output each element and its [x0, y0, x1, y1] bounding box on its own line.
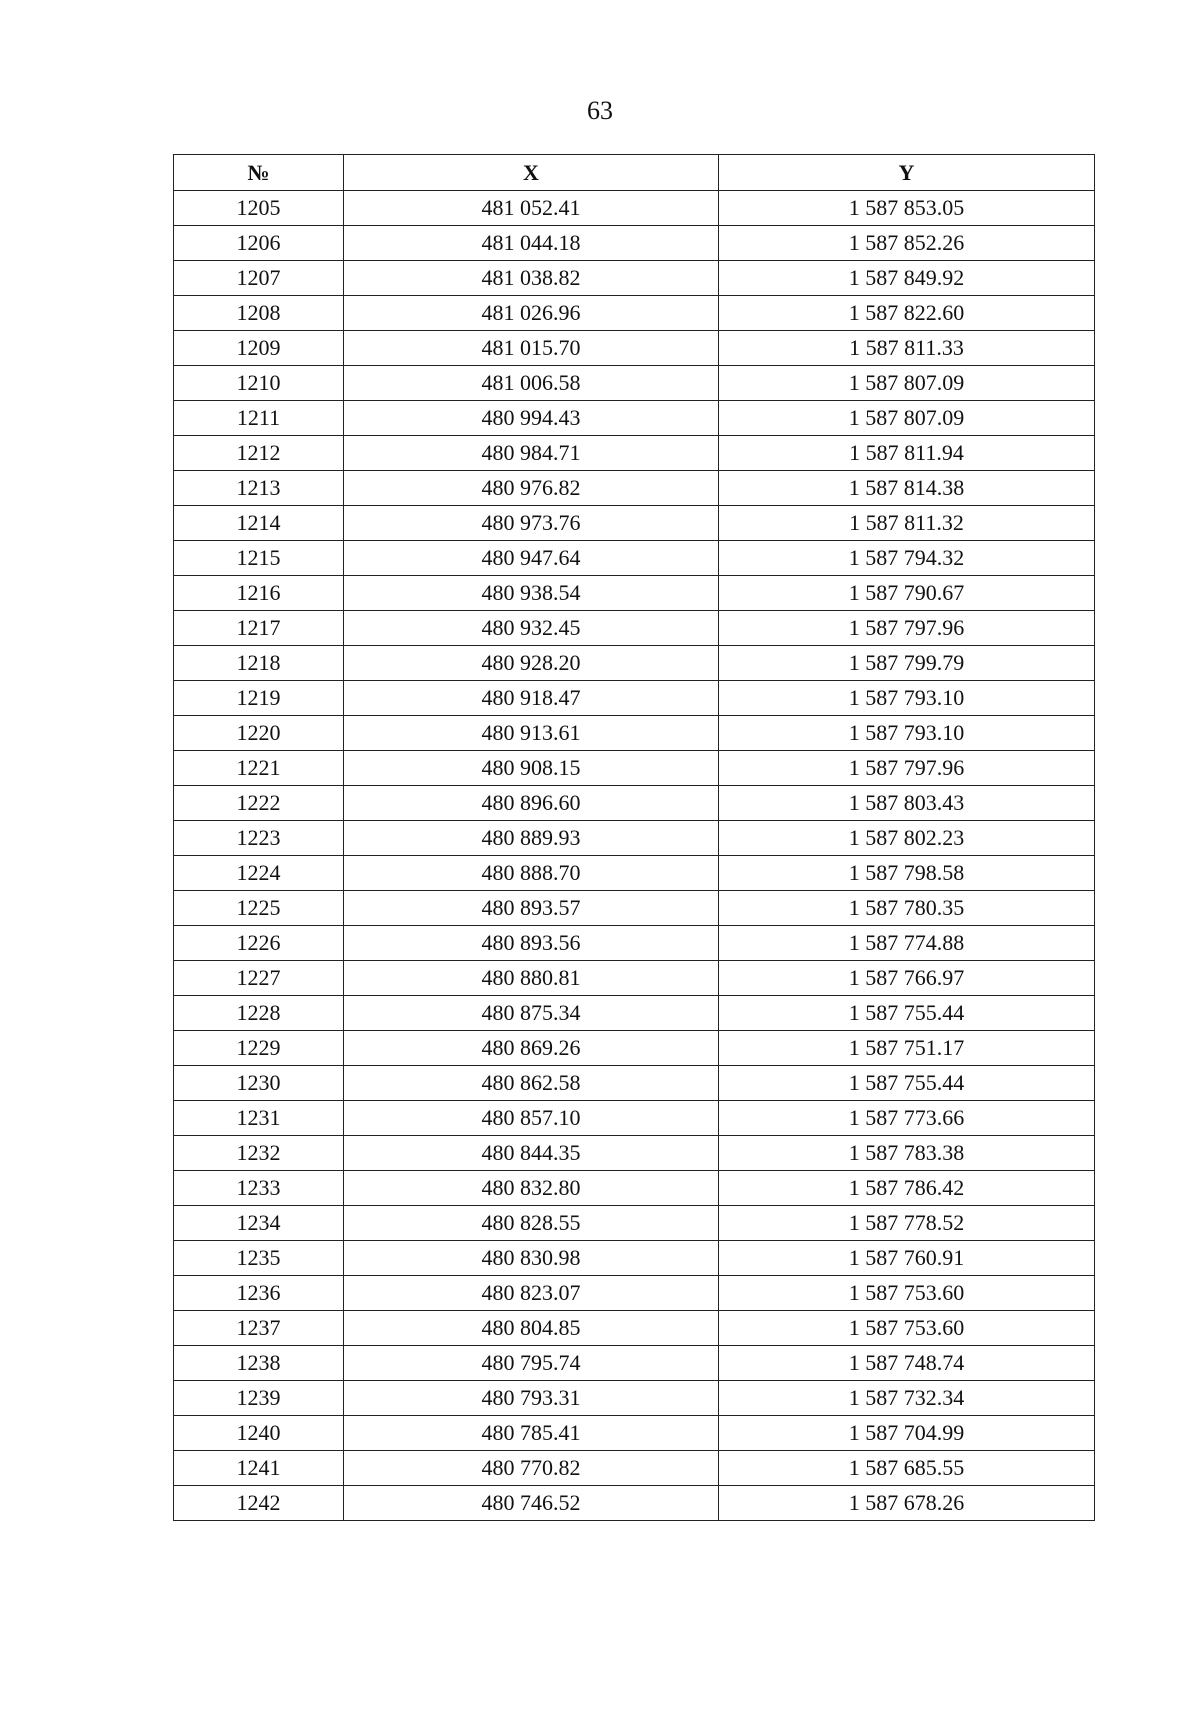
y-coordinate-cell: 1 587 753.60: [719, 1311, 1095, 1346]
y-coordinate-cell: 1 587 793.10: [719, 681, 1095, 716]
table-row: [174, 471, 1095, 506]
point-number-cell: 1236: [174, 1276, 344, 1311]
y-coordinate-cell: 1 587 793.10: [719, 716, 1095, 751]
x-coordinate-cell: 481 026.96: [344, 296, 719, 331]
x-coordinate-cell: 481 015.70: [344, 331, 719, 366]
table-row: [174, 261, 1095, 296]
y-coordinate-cell: 1 587 811.94: [719, 436, 1095, 471]
point-number-cell: 1205: [174, 191, 344, 226]
point-number-cell: 1225: [174, 891, 344, 926]
column-header-x: X: [344, 155, 719, 191]
x-coordinate-cell: 480 844.35: [344, 1136, 719, 1171]
point-number-cell: 1214: [174, 506, 344, 541]
x-coordinate-cell: 480 869.26: [344, 1031, 719, 1066]
table-row: [174, 1101, 1095, 1136]
point-number-cell: 1213: [174, 471, 344, 506]
table-row: [174, 366, 1095, 401]
table-row: [174, 751, 1095, 786]
x-coordinate-cell: 480 770.82: [344, 1451, 719, 1486]
point-number-cell: 1234: [174, 1206, 344, 1241]
table-row: [174, 1206, 1095, 1241]
point-number-cell: 1212: [174, 436, 344, 471]
point-number-cell: 1235: [174, 1241, 344, 1276]
x-coordinate-cell: 480 893.57: [344, 891, 719, 926]
y-coordinate-cell: 1 587 802.23: [719, 821, 1095, 856]
y-coordinate-cell: 1 587 797.96: [719, 611, 1095, 646]
y-coordinate-cell: 1 587 685.55: [719, 1451, 1095, 1486]
x-coordinate-cell: 480 928.20: [344, 646, 719, 681]
table-row: [174, 226, 1095, 261]
point-number-cell: 1226: [174, 926, 344, 961]
y-coordinate-cell: 1 587 786.42: [719, 1171, 1095, 1206]
y-coordinate-cell: 1 587 790.67: [719, 576, 1095, 611]
page-number: 63: [587, 96, 613, 125]
table-row: [174, 576, 1095, 611]
table-row: [174, 1486, 1095, 1521]
table-row: [174, 996, 1095, 1031]
x-coordinate-cell: 480 828.55: [344, 1206, 719, 1241]
y-coordinate-cell: 1 587 807.09: [719, 366, 1095, 401]
point-number-cell: 1220: [174, 716, 344, 751]
x-coordinate-cell: 480 793.31: [344, 1381, 719, 1416]
y-coordinate-cell: 1 587 780.35: [719, 891, 1095, 926]
x-coordinate-cell: 480 857.10: [344, 1101, 719, 1136]
x-coordinate-cell: 480 880.81: [344, 961, 719, 996]
y-coordinate-cell: 1 587 773.66: [719, 1101, 1095, 1136]
y-coordinate-cell: 1 587 794.32: [719, 541, 1095, 576]
point-number-cell: 1227: [174, 961, 344, 996]
x-coordinate-cell: 481 038.82: [344, 261, 719, 296]
y-coordinate-cell: 1 587 807.09: [719, 401, 1095, 436]
x-coordinate-cell: 480 947.64: [344, 541, 719, 576]
point-number-cell: 1210: [174, 366, 344, 401]
x-coordinate-cell: 480 918.47: [344, 681, 719, 716]
y-coordinate-cell: 1 587 798.58: [719, 856, 1095, 891]
y-coordinate-cell: 1 587 704.99: [719, 1416, 1095, 1451]
table-row: [174, 1241, 1095, 1276]
y-coordinate-cell: 1 587 797.96: [719, 751, 1095, 786]
point-number-cell: 1206: [174, 226, 344, 261]
point-number-cell: 1228: [174, 996, 344, 1031]
table-row: [174, 786, 1095, 821]
point-number-cell: 1224: [174, 856, 344, 891]
point-number-cell: 1208: [174, 296, 344, 331]
table-header: [174, 155, 1095, 191]
table-row: [174, 1381, 1095, 1416]
x-coordinate-cell: 480 875.34: [344, 996, 719, 1031]
y-coordinate-cell: 1 587 849.92: [719, 261, 1095, 296]
y-coordinate-cell: 1 587 753.60: [719, 1276, 1095, 1311]
point-number-cell: 1232: [174, 1136, 344, 1171]
point-number-cell: 1223: [174, 821, 344, 856]
y-coordinate-cell: 1 587 852.26: [719, 226, 1095, 261]
point-number-cell: 1238: [174, 1346, 344, 1381]
y-coordinate-cell: 1 587 811.32: [719, 506, 1095, 541]
table-row: [174, 891, 1095, 926]
y-coordinate-cell: 1 587 811.33: [719, 331, 1095, 366]
x-coordinate-cell: 480 889.93: [344, 821, 719, 856]
table-row: [174, 681, 1095, 716]
y-coordinate-cell: 1 587 766.97: [719, 961, 1095, 996]
point-number-cell: 1242: [174, 1486, 344, 1521]
point-number-cell: 1211: [174, 401, 344, 436]
x-coordinate-cell: 480 908.15: [344, 751, 719, 786]
column-header-number: №: [174, 155, 344, 191]
y-coordinate-cell: 1 587 822.60: [719, 296, 1095, 331]
y-coordinate-cell: 1 587 748.74: [719, 1346, 1095, 1381]
column-header-y: Y: [719, 155, 1095, 191]
x-coordinate-cell: 480 973.76: [344, 506, 719, 541]
table-row: [174, 716, 1095, 751]
x-coordinate-cell: 480 888.70: [344, 856, 719, 891]
y-coordinate-cell: 1 587 799.79: [719, 646, 1095, 681]
table-row: [174, 506, 1095, 541]
table-row: [174, 1416, 1095, 1451]
x-coordinate-cell: 480 994.43: [344, 401, 719, 436]
table-row: [174, 1346, 1095, 1381]
y-coordinate-cell: 1 587 755.44: [719, 1066, 1095, 1101]
y-coordinate-cell: 1 587 760.91: [719, 1241, 1095, 1276]
x-coordinate-cell: 480 804.85: [344, 1311, 719, 1346]
y-coordinate-cell: 1 587 751.17: [719, 1031, 1095, 1066]
x-coordinate-cell: 480 785.41: [344, 1416, 719, 1451]
x-coordinate-cell: 480 746.52: [344, 1486, 719, 1521]
point-number-cell: 1219: [174, 681, 344, 716]
x-coordinate-cell: 481 044.18: [344, 226, 719, 261]
y-coordinate-cell: 1 587 774.88: [719, 926, 1095, 961]
table-row: [174, 856, 1095, 891]
x-coordinate-cell: 480 938.54: [344, 576, 719, 611]
table-row: [174, 1136, 1095, 1171]
point-number-cell: 1209: [174, 331, 344, 366]
y-coordinate-cell: 1 587 803.43: [719, 786, 1095, 821]
y-coordinate-cell: 1 587 732.34: [719, 1381, 1095, 1416]
table-row: [174, 926, 1095, 961]
table-row: [174, 296, 1095, 331]
x-coordinate-cell: 480 862.58: [344, 1066, 719, 1101]
point-number-cell: 1233: [174, 1171, 344, 1206]
y-coordinate-cell: 1 587 783.38: [719, 1136, 1095, 1171]
table-row: [174, 961, 1095, 996]
table-row: [174, 821, 1095, 856]
x-coordinate-cell: 481 052.41: [344, 191, 719, 226]
coordinates-table: [173, 154, 1095, 1521]
x-coordinate-cell: 480 984.71: [344, 436, 719, 471]
y-coordinate-cell: 1 587 778.52: [719, 1206, 1095, 1241]
x-coordinate-cell: 481 006.58: [344, 366, 719, 401]
table-row: [174, 331, 1095, 366]
point-number-cell: 1230: [174, 1066, 344, 1101]
point-number-cell: 1222: [174, 786, 344, 821]
table-row: [174, 611, 1095, 646]
x-coordinate-cell: 480 893.56: [344, 926, 719, 961]
table-row: [174, 1031, 1095, 1066]
table-row: [174, 541, 1095, 576]
table-row: [174, 1311, 1095, 1346]
x-coordinate-cell: 480 832.80: [344, 1171, 719, 1206]
point-number-cell: 1237: [174, 1311, 344, 1346]
y-coordinate-cell: 1 587 853.05: [719, 191, 1095, 226]
point-number-cell: 1215: [174, 541, 344, 576]
x-coordinate-cell: 480 896.60: [344, 786, 719, 821]
x-coordinate-cell: 480 795.74: [344, 1346, 719, 1381]
x-coordinate-cell: 480 830.98: [344, 1241, 719, 1276]
point-number-cell: 1221: [174, 751, 344, 786]
table-body: [174, 191, 1095, 1521]
table-row: [174, 1451, 1095, 1486]
y-coordinate-cell: 1 587 678.26: [719, 1486, 1095, 1521]
point-number-cell: 1207: [174, 261, 344, 296]
point-number-cell: 1231: [174, 1101, 344, 1136]
table-row: [174, 191, 1095, 226]
table-row: [174, 436, 1095, 471]
point-number-cell: 1240: [174, 1416, 344, 1451]
point-number-cell: 1217: [174, 611, 344, 646]
table-header-row: [174, 155, 1095, 191]
table-row: [174, 646, 1095, 681]
table-row: [174, 401, 1095, 436]
x-coordinate-cell: 480 823.07: [344, 1276, 719, 1311]
point-number-cell: 1218: [174, 646, 344, 681]
point-number-cell: 1241: [174, 1451, 344, 1486]
y-coordinate-cell: 1 587 755.44: [719, 996, 1095, 1031]
y-coordinate-cell: 1 587 814.38: [719, 471, 1095, 506]
table-row: [174, 1276, 1095, 1311]
point-number-cell: 1216: [174, 576, 344, 611]
x-coordinate-cell: 480 976.82: [344, 471, 719, 506]
table-row: [174, 1171, 1095, 1206]
x-coordinate-cell: 480 913.61: [344, 716, 719, 751]
point-number-cell: 1239: [174, 1381, 344, 1416]
table-row: [174, 1066, 1095, 1101]
point-number-cell: 1229: [174, 1031, 344, 1066]
x-coordinate-cell: 480 932.45: [344, 611, 719, 646]
